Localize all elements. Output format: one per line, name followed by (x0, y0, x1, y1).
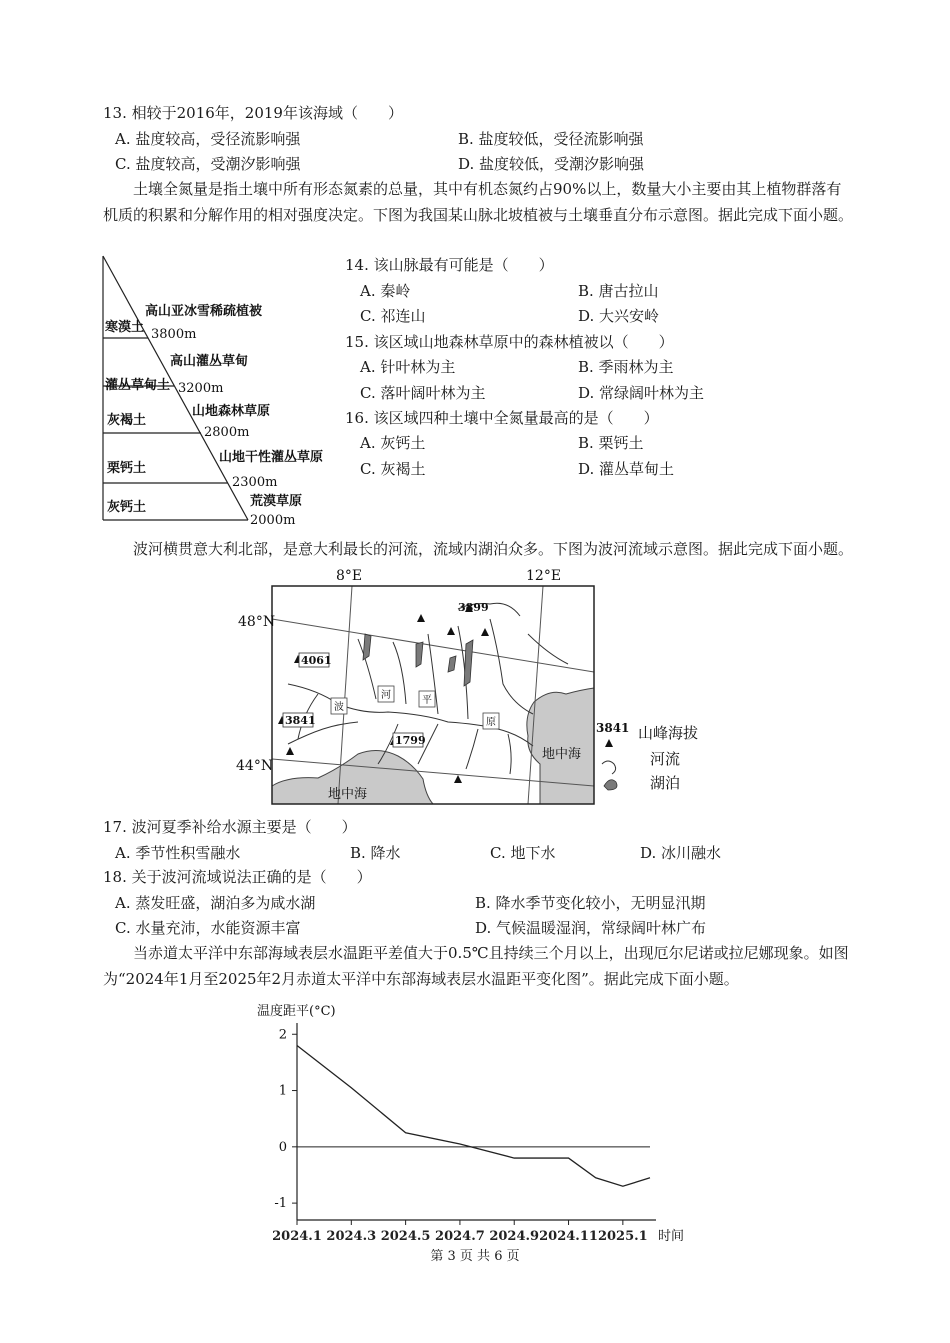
q15-option-d: D. 常绿阔叶林为主 (578, 384, 705, 402)
y-tick-label: 0 (278, 1139, 287, 1155)
latitude-44n-label: 44°N (236, 758, 274, 774)
q16-option-c: C. 灰褐土 (360, 460, 426, 478)
x-tick-label: 2024.11 (539, 1229, 598, 1244)
q16-option-a: A. 灰钙土 (360, 434, 426, 452)
peak-3899-marker (417, 614, 425, 622)
x-tick-label: 2024.5 (380, 1229, 431, 1244)
q15-option-a: A. 针叶林为主 (360, 358, 456, 376)
lake-2 (416, 642, 423, 667)
series-line-sst-anomaly (297, 1046, 650, 1187)
x-tick-label: 2024.3 (326, 1229, 377, 1244)
legend-lake-label: 湖泊 (650, 774, 681, 792)
y-tick-label: 2 (278, 1027, 287, 1043)
latitude-48n-label: 48°N (238, 614, 276, 630)
peak-marker-7 (286, 747, 294, 755)
map-legend (596, 721, 698, 792)
q15-option-c: C. 落叶阔叶林为主 (360, 384, 486, 402)
plain-char-2: 河 (381, 690, 391, 701)
chart-ylabel: 温度距平(°C) (257, 1004, 336, 1019)
soil-intro-paragraph: 土壤全氮量是指土壤中所有形态氮素的总量，其中有机态氮约占90%以上，数量大小主要由其上植物群落有机质的积累和分解作用的相对强度决定。下图为我国某山脉北坡植被与土壤垂直分布示意图。据此完成下面小题。 (103, 180, 854, 224)
legend-lake-icon (604, 780, 617, 790)
y-tick-label: 1 (278, 1083, 287, 1099)
q14-stem: 14. 该山脉最有可能是（ ） (345, 256, 554, 274)
plain-char-4: 原 (486, 717, 496, 728)
vegetation-label-2: 高山灌丛草甸 (170, 354, 249, 369)
peak-1799-label: 1799 (395, 734, 426, 747)
x-tick-label: 2024.9 (489, 1229, 540, 1244)
legend-peak-label: 山峰海拔 (638, 724, 699, 742)
q13-stem: 13. 相较于2016年，2019年该海域（ ） (103, 104, 403, 122)
longitude-8e-label: 8°E (336, 568, 363, 584)
q18-option-c: C. 水量充沛，水能资源丰富 (115, 919, 301, 937)
x-tick-label: 2024.1 (272, 1229, 322, 1244)
q13-option-a: A. 盐度较高，受径流影响强 (115, 130, 301, 148)
q15-option-b: B. 季雨林为主 (578, 358, 674, 376)
plain-char-1: 波 (334, 702, 344, 713)
x-tick-label: 2025.1 (597, 1229, 648, 1244)
sst-anomaly-line-chart (240, 998, 710, 1248)
mountain-vertical-zonation-figure (95, 252, 345, 532)
q13-option-d: D. 盐度较低，受潮汐影响强 (458, 155, 645, 173)
peak-4061-label: 4061 (301, 654, 332, 667)
legend-river-label: 河流 (650, 750, 681, 768)
legend-peak-icon (605, 739, 613, 747)
vegetation-label-5: 荒漠草原 (250, 494, 303, 509)
elevation-label-2000: 2000m (250, 513, 296, 528)
elevation-label-2800: 2800m (204, 425, 250, 440)
po-intro-paragraph: 波河横贯意大利北部，是意大利最长的河流，流域内湖泊众多。下图为波河流域示意图。据此完成下面小题。 (133, 540, 854, 558)
peak-marker-9 (454, 775, 462, 783)
plain-char-3: 平 (422, 695, 432, 706)
mediterranean-sea-right (527, 688, 594, 804)
q17-option-c: C. 地下水 (490, 844, 556, 862)
q17-option-d: D. 冰川融水 (640, 844, 722, 862)
page-footer: 第 3 页 共 6 页 (430, 1249, 520, 1264)
vegetation-label-3: 山地森林草原 (192, 404, 271, 419)
soil-label-4: 栗钙土 (107, 461, 147, 476)
legend-peak-sample: 3841 (596, 721, 630, 735)
q18-stem: 18. 关于波河流域说法正确的是（ ） (103, 868, 372, 886)
lake-3 (448, 656, 456, 672)
peak-marker-2 (447, 627, 455, 635)
elevation-label-3200: 3200m (178, 381, 224, 396)
longitude-12e-label: 12°E (526, 568, 562, 584)
vegetation-label-4: 山地干性灌丛草原 (219, 450, 324, 465)
q14-option-b: B. 唐古拉山 (578, 282, 659, 300)
q15-stem: 15. 该区域山地森林草原中的森林植被以（ ） (345, 333, 674, 351)
lake-1 (363, 634, 371, 660)
q18-option-a: A. 蒸发旺盛，湖泊多为咸水湖 (115, 894, 316, 912)
q16-stem: 16. 该区域四种土壤中全氮量最高的是（ ） (345, 409, 659, 427)
lake-4 (464, 640, 473, 686)
soil-label-5: 灰钙土 (107, 500, 147, 515)
lakes (363, 634, 473, 686)
vegetation-label-1: 高山亚冰雪稀疏植被 (145, 304, 263, 319)
y-tick-label: -1 (274, 1196, 287, 1212)
elevation-label-3800: 3800m (151, 327, 197, 342)
po-river-basin-map (228, 564, 728, 814)
soil-label-3: 灰褐土 (107, 413, 147, 428)
elevation-label-2300: 2300m (232, 475, 278, 490)
q17-stem: 17. 波河夏季补给水源主要是（ ） (103, 818, 357, 836)
q16-option-b: B. 栗钙土 (578, 434, 644, 452)
q14-option-a: A. 秦岭 (360, 282, 411, 300)
peak-marker-3 (481, 628, 489, 636)
sea-label-bottom: 地中海 (328, 787, 368, 802)
sea-label-right: 地中海 (542, 747, 582, 762)
peak-3841-label: 3841 (285, 714, 316, 727)
q18-option-d: D. 气候温暖湿润，常绿阔叶林广布 (475, 919, 707, 937)
chart-xlabel: 时间 (658, 1229, 685, 1244)
q17-option-a: A. 季节性积雪融水 (115, 844, 241, 862)
q13-option-b: B. 盐度较低，受径流影响强 (458, 130, 644, 148)
q16-option-d: D. 灌丛草甸土 (578, 460, 675, 478)
soil-label-1: 寒漠土 (105, 320, 145, 335)
peak-3899-label: 3899 (458, 601, 489, 614)
enso-intro-paragraph: 当赤道太平洋中东部海域表层水温距平差值大于0.5℃且持续三个月以上，出现厄尔尼诺或拉尼娜现象。如图为“2024年1月至2025年2月赤道太平洋中东部海域表层水温距平变化图”。据此完成下面小题。 (103, 944, 849, 988)
q17-option-b: B. 降水 (350, 844, 401, 862)
x-tick-label: 2024.7 (435, 1229, 485, 1244)
q18-option-b: B. 降水季节变化较小，无明显汛期 (475, 894, 706, 912)
q14-option-c: C. 祁连山 (360, 307, 426, 325)
q13-option-c: C. 盐度较高，受潮汐影响强 (115, 155, 301, 173)
legend-river-icon (602, 761, 616, 774)
soil-label-2: 灌丛草甸土 (105, 378, 171, 393)
q14-option-d: D. 大兴安岭 (578, 307, 660, 325)
